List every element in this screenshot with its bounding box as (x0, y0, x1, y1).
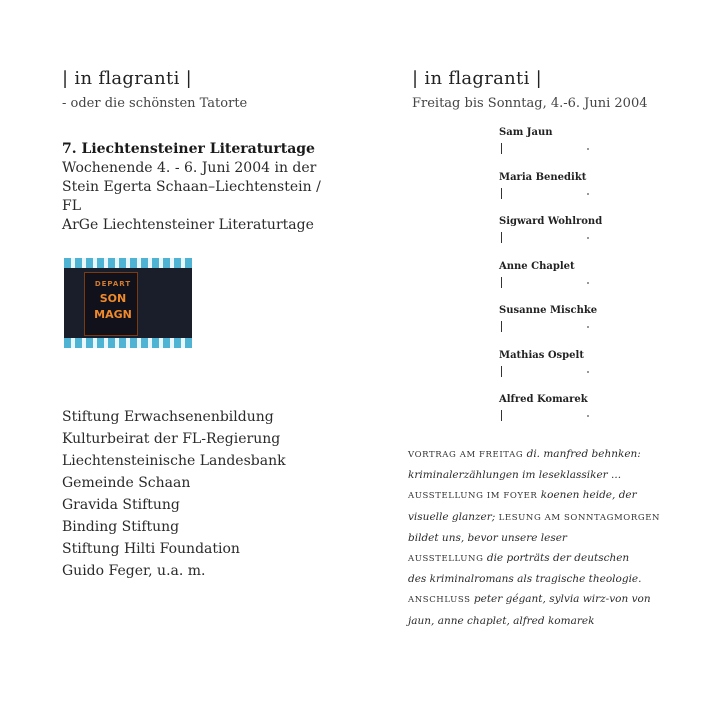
program-text: peter gégant, sylvia wirz-von von (473, 593, 651, 606)
program-text: des kriminalromans als tragische theologie. (408, 573, 642, 586)
sponsor-item: Gemeinde Schaan (62, 475, 191, 491)
author-name: Alfred Komarek (499, 394, 588, 405)
event-line: ArGe Liechtensteiner Literaturtage (62, 217, 314, 233)
author-entry-field (499, 320, 639, 334)
event-line: Wochenende 4. - 6. Juni 2004 in der (62, 160, 317, 176)
poster-text: MAGN (94, 308, 132, 321)
program-text: kriminalerzählungen im leseklassiker ... (408, 469, 622, 482)
sponsor-item: Stiftung Hilti Foundation (62, 541, 240, 557)
author-item (499, 171, 639, 216)
author-name: Mathias Ospelt (499, 349, 584, 361)
author-entry-field (499, 276, 639, 290)
sponsor-item: Gravida Stiftung (62, 497, 180, 513)
author-entry-field (499, 187, 639, 201)
film-poster-image (64, 258, 192, 348)
author-item (499, 393, 639, 438)
author-item (499, 304, 639, 349)
right-subtitle: Freitag bis Sonntag, 4.-6. Juni 2004 (412, 96, 648, 111)
program-text: die porträts der deutschen (486, 552, 630, 565)
author-entry-field (499, 409, 639, 423)
sponsor-item: Binding Stiftung (62, 519, 180, 535)
sponsor-item: Stiftung Erwachsenenbildung (62, 409, 274, 425)
left-title: | in flagranti | (62, 68, 193, 89)
program-keyword: AUSSTELLUNG IM FOYER (408, 491, 538, 502)
author-name: Sam Jaun (499, 127, 553, 138)
author-entry-field (499, 231, 639, 245)
author-item (499, 126, 639, 171)
author-name: Maria Benedikt (499, 171, 587, 183)
film-strip-top (64, 258, 192, 268)
sponsor-item: Guido Feger, u.a. m. (62, 563, 206, 579)
author-entry-field (499, 142, 639, 156)
left-subtitle: - oder die schönsten Tatorte (62, 96, 248, 111)
program-keyword: VORTRAG AM FREITAG (408, 450, 524, 460)
program-text: di. manfred behnken: (526, 448, 641, 460)
event-heading: 7. Liechtensteiner Literaturtage (62, 141, 315, 157)
author-entry-field (499, 365, 639, 379)
author-item (499, 215, 639, 260)
author-list (499, 126, 639, 438)
author-item (499, 349, 639, 394)
program-text: jaun, anne chaplet, alfred komarek (408, 614, 595, 627)
right-title: | in flagranti | (412, 68, 543, 89)
event-line: Stein Egerta Schaan–Liechtenstein / FL (62, 179, 321, 214)
sponsor-item: Kulturbeirat der FL-Regierung (62, 431, 281, 447)
author-item (499, 260, 639, 305)
sponsor-item: Liechtensteinische Landesbank (62, 453, 286, 469)
poster-text: SON (99, 292, 127, 305)
author-name: Anne Chaplet (499, 260, 575, 272)
event-info (62, 140, 342, 235)
program-keyword: ANSCHLUSS (408, 595, 471, 606)
program-description (408, 444, 708, 631)
film-strip-bottom (64, 338, 192, 348)
author-name: Sigward Wohlrond (499, 216, 603, 227)
poster-text: DEPART (94, 280, 132, 288)
author-name: Susanne Mischke (499, 305, 598, 316)
program-text: koenen heide, der (540, 489, 637, 502)
sponsor-list (62, 406, 352, 582)
program-text: bildet uns, bevor unsere leser (408, 531, 567, 544)
program-keyword: AUSSTELLUNG (408, 554, 484, 565)
program-text: visuelle glanzer; (408, 510, 496, 523)
program-keyword: LESUNG AM SONNTAGMORGEN (498, 512, 661, 523)
